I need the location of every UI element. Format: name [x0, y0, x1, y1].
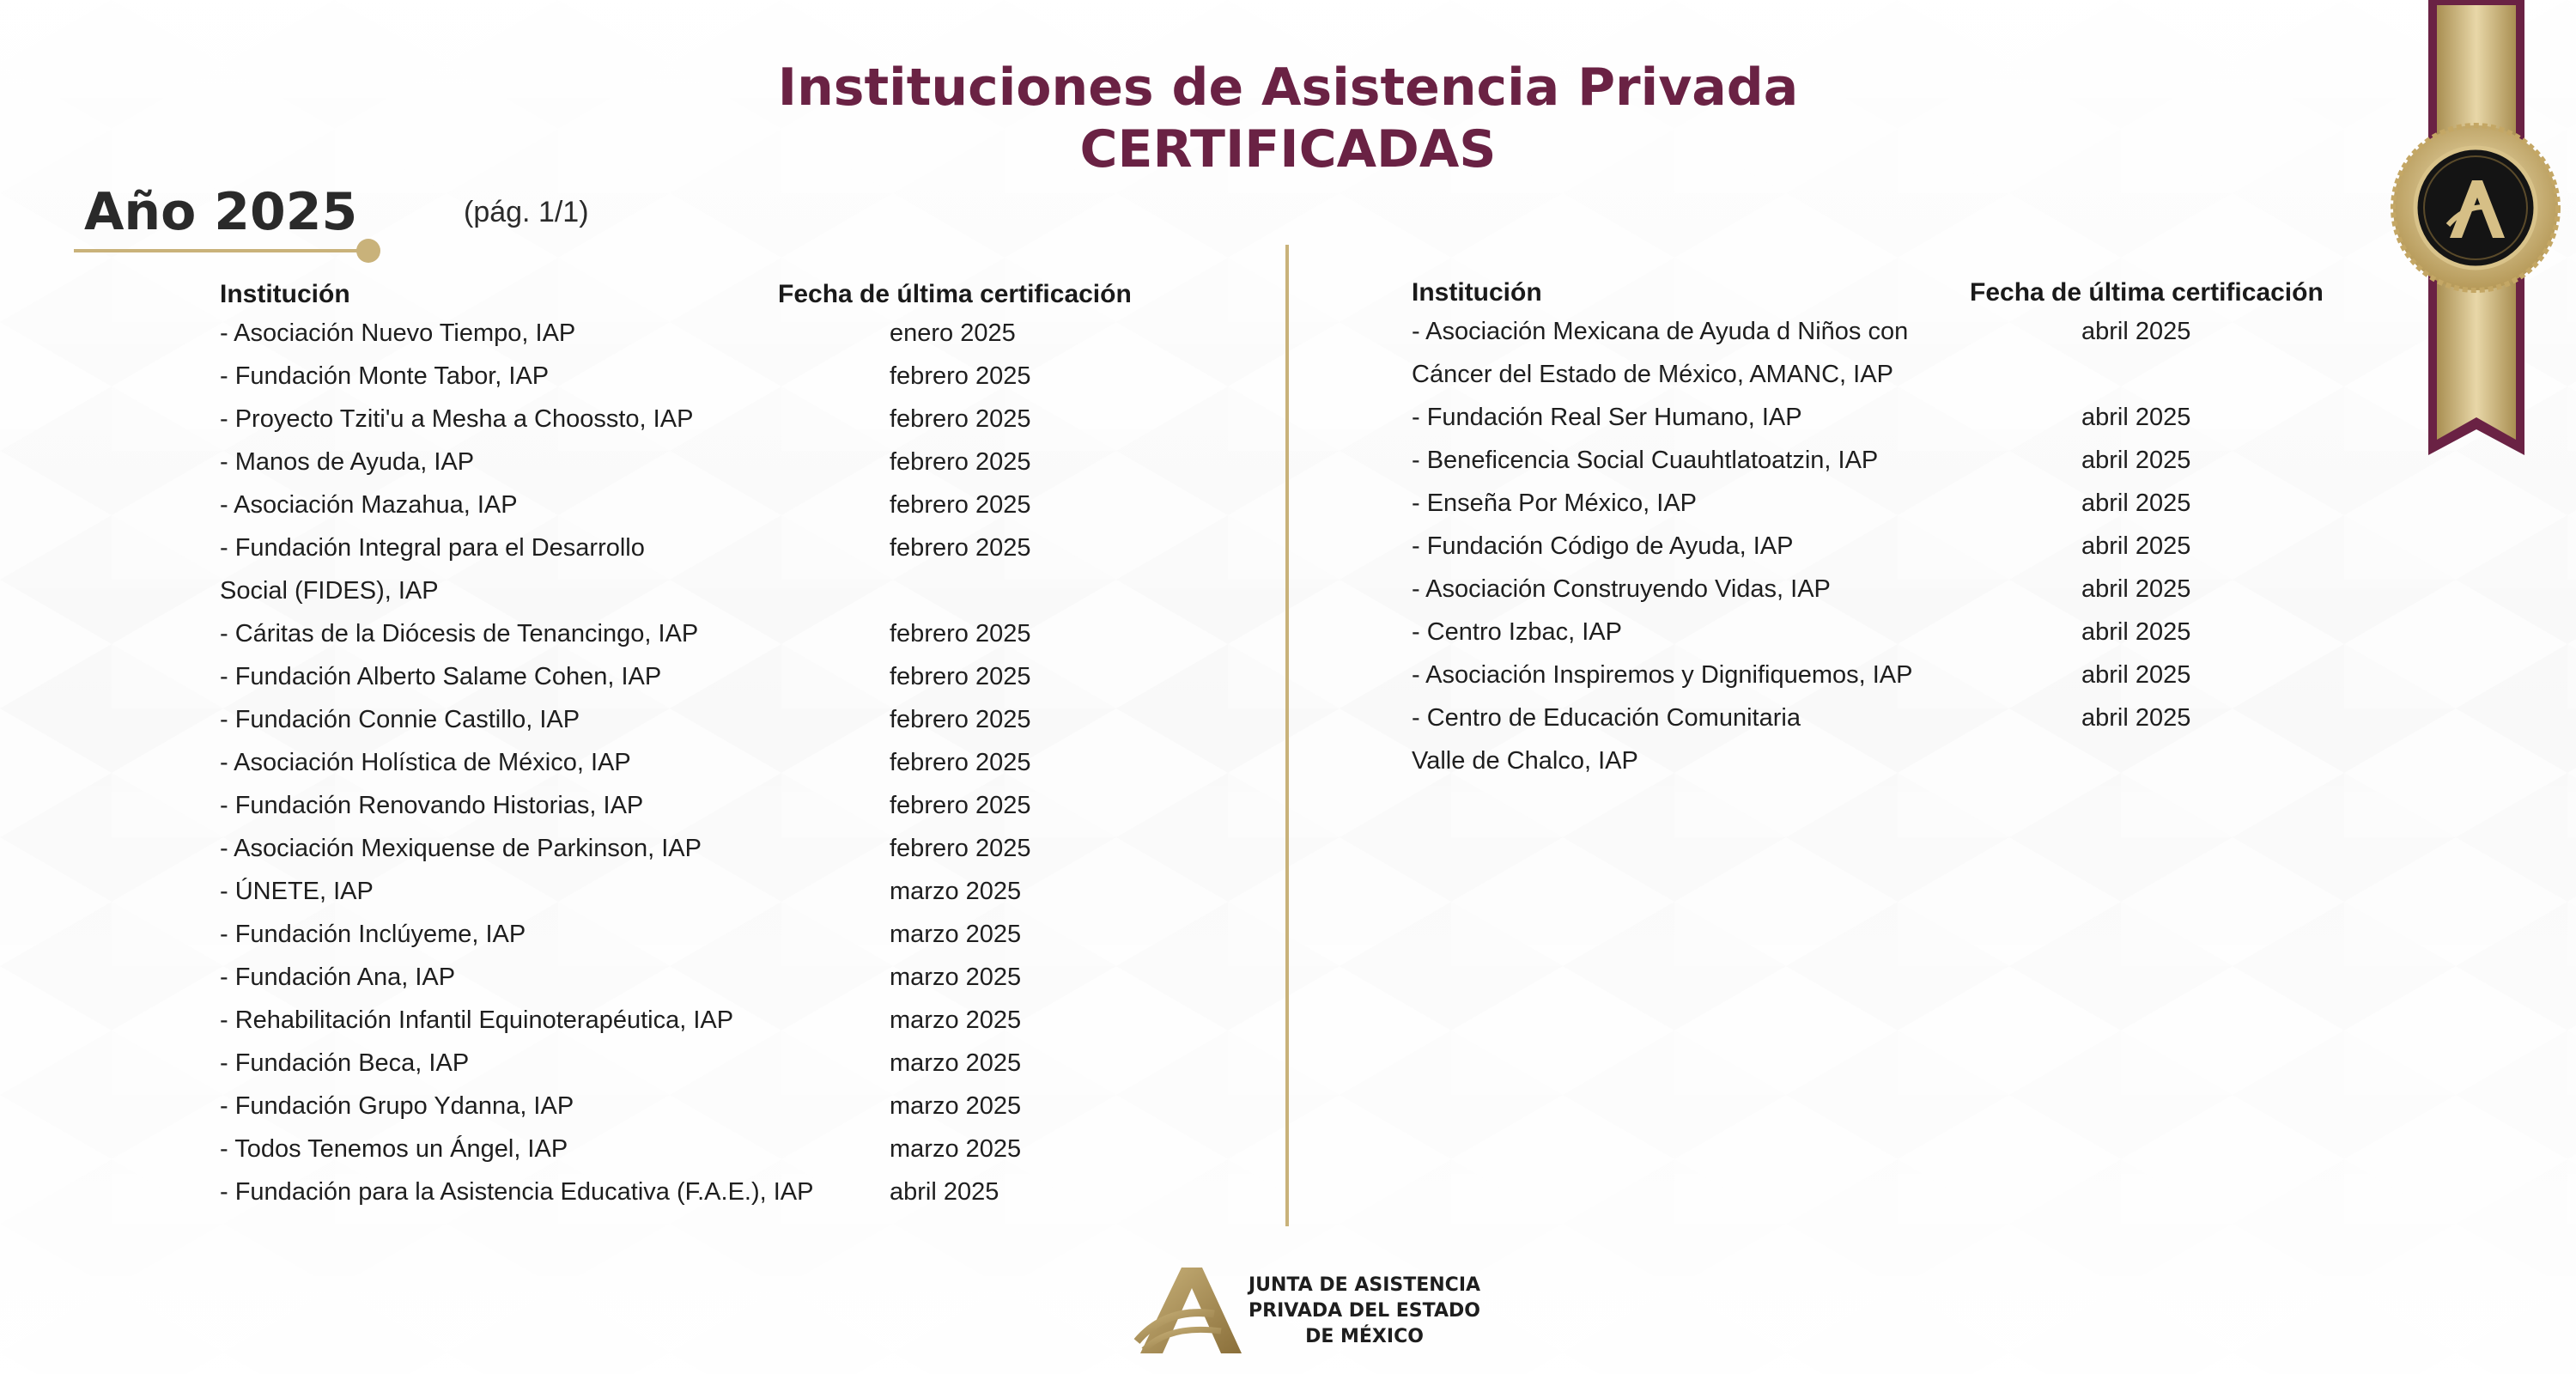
- left-row-name: - Proyecto Tziti'u a Mesha a Choossto, IAP: [220, 405, 694, 433]
- left-row-name: - Fundación Renovando Historias, IAP: [220, 792, 644, 819]
- left-institution-header: Institución: [220, 280, 350, 308]
- left-date-header: Fecha de última certificación: [778, 280, 1132, 308]
- right-row-name: - Centro Izbac, IAP: [1412, 618, 1622, 646]
- left-row-date: marzo 2025: [890, 1049, 1022, 1077]
- left-row-name: - Fundación Integral para el Desarrollo: [220, 534, 645, 562]
- left-row-date: abril 2025: [890, 1178, 999, 1206]
- left-row-name: - Fundación Inclúyeme, IAP: [220, 921, 526, 948]
- left-row-date: febrero 2025: [890, 491, 1031, 519]
- right-row-name: - Asociación Inspiremos y Dignifiquemos, IAP: [1412, 661, 1913, 689]
- page-indicator: (pág. 1/1): [464, 196, 589, 228]
- left-row-date: febrero 2025: [890, 534, 1031, 562]
- right-row-name: - Asociación Construyendo Vidas, IAP: [1412, 575, 1831, 603]
- left-row-name: - ÚNETE, IAP: [220, 878, 374, 905]
- right-row-date: abril 2025: [2081, 661, 2191, 689]
- left-row-date: enero 2025: [890, 319, 1016, 347]
- left-row-name: - Fundación Connie Castillo, IAP: [220, 706, 580, 733]
- left-row-date: marzo 2025: [890, 878, 1022, 905]
- jap-logo-icon: [1132, 1264, 1243, 1357]
- left-row-name: - Asociación Mexiquense de Parkinson, IAP: [220, 835, 702, 862]
- column-separator: [1285, 245, 1289, 1226]
- right-institution-header: Institución: [1412, 278, 1542, 307]
- right-row-name: - Centro de Educación Comunitaria: [1412, 704, 1801, 732]
- left-row-name: - Rehabilitación Infantil Equinoterapéutica, IAP: [220, 1006, 734, 1034]
- certification-seal-icon: [2390, 122, 2561, 294]
- left-row-name: - Cáritas de la Diócesis de Tenancingo, IAP: [220, 620, 699, 647]
- left-row-name: - Fundación para la Asistencia Educativa (F.A.E.), IAP: [220, 1178, 814, 1206]
- left-row-date: febrero 2025: [890, 835, 1031, 862]
- right-row-date: abril 2025: [2081, 618, 2191, 646]
- org-name-line: PRIVADA DEL ESTADO: [1249, 1300, 1480, 1322]
- right-row-date: abril 2025: [2081, 404, 2191, 431]
- left-row-date: marzo 2025: [890, 1135, 1022, 1163]
- right-row-name: - Beneficencia Social Cuauhtlatoatzin, IAP: [1412, 447, 1879, 474]
- left-row-name: - Asociación Holística de México, IAP: [220, 749, 631, 776]
- left-row-date: febrero 2025: [890, 663, 1031, 690]
- left-row-date: febrero 2025: [890, 749, 1031, 776]
- right-row-date: abril 2025: [2081, 447, 2191, 474]
- left-row-name: Social (FIDES), IAP: [220, 577, 439, 605]
- left-row-date: febrero 2025: [890, 405, 1031, 433]
- right-row-date: abril 2025: [2081, 318, 2191, 345]
- left-row-date: febrero 2025: [890, 620, 1031, 647]
- year-underline-dot: [356, 239, 380, 263]
- left-row-name: - Asociación Nuevo Tiempo, IAP: [220, 319, 576, 347]
- left-row-name: - Fundación Ana, IAP: [220, 964, 456, 991]
- left-row-date: febrero 2025: [890, 362, 1031, 390]
- org-name-line: JUNTA DE ASISTENCIA: [1248, 1274, 1481, 1296]
- organization-name: [1240, 1273, 1489, 1350]
- right-row-date: abril 2025: [2081, 704, 2191, 732]
- left-row-name: - Fundación Monte Tabor, IAP: [220, 362, 550, 390]
- left-row-date: marzo 2025: [890, 1092, 1022, 1120]
- right-row-date: abril 2025: [2081, 575, 2191, 603]
- right-row-date: abril 2025: [2081, 532, 2191, 560]
- left-row-date: febrero 2025: [890, 792, 1031, 819]
- right-row-date: abril 2025: [2081, 489, 2191, 517]
- page-subtitle: CERTIFICADAS: [1079, 119, 1497, 179]
- left-row-name: - Todos Tenemos un Ángel, IAP: [220, 1135, 568, 1163]
- right-date-header: Fecha de última certificación: [1970, 278, 2324, 307]
- year-underline: [74, 249, 368, 252]
- right-row-name: - Asociación Mexicana de Ayuda d Niños con: [1412, 318, 1909, 345]
- left-row-name: - Asociación Mazahua, IAP: [220, 491, 518, 519]
- right-row-name: Cáncer del Estado de México, AMANC, IAP: [1412, 361, 1893, 388]
- left-row-name: - Fundación Beca, IAP: [220, 1049, 470, 1077]
- left-row-date: febrero 2025: [890, 448, 1031, 476]
- left-row-date: febrero 2025: [890, 706, 1031, 733]
- left-row-name: - Fundación Alberto Salame Cohen, IAP: [220, 663, 662, 690]
- org-name-line: DE MÉXICO: [1305, 1326, 1424, 1347]
- left-row-date: marzo 2025: [890, 1006, 1022, 1034]
- left-row-date: marzo 2025: [890, 921, 1022, 948]
- left-row-name: - Fundación Grupo Ydanna, IAP: [220, 1092, 574, 1120]
- right-row-name: - Enseña Por México, IAP: [1412, 489, 1698, 517]
- right-row-name: Valle de Chalco, IAP: [1412, 747, 1638, 775]
- left-row-name: - Manos de Ayuda, IAP: [220, 448, 475, 476]
- year-label: Año 2025: [84, 182, 358, 242]
- right-row-name: - Fundación Código de Ayuda, IAP: [1412, 532, 1794, 560]
- left-row-date: marzo 2025: [890, 964, 1022, 991]
- page-title: Instituciones de Asistencia Privada: [777, 58, 1799, 118]
- right-row-name: - Fundación Real Ser Humano, IAP: [1412, 404, 1802, 431]
